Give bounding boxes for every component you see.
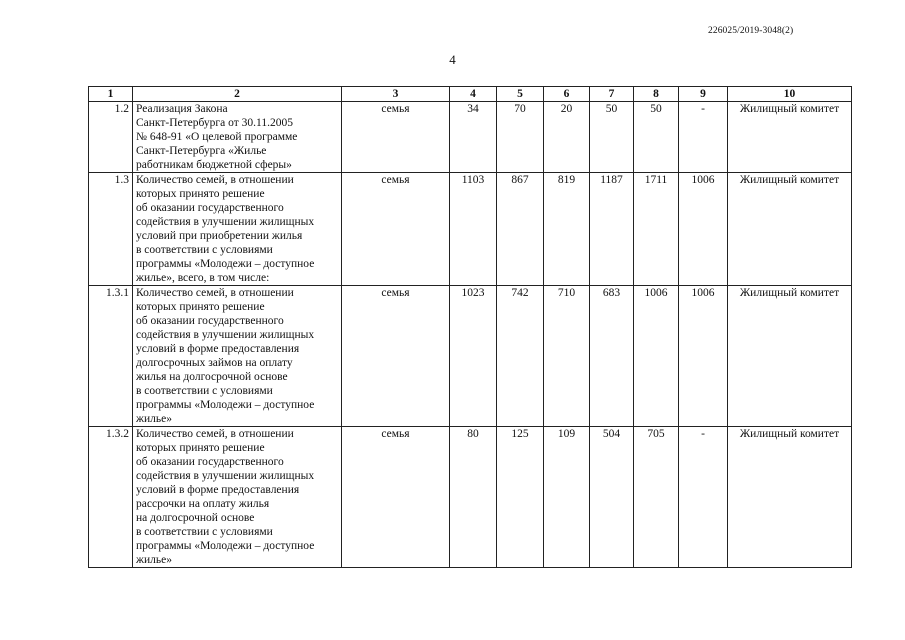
row-value: 1006: [634, 286, 679, 427]
description-line: Количество семей, в отношении: [136, 428, 294, 440]
row-value: 742: [497, 286, 544, 427]
description-line: Санкт-Петербурга «Жилье: [136, 145, 267, 157]
row-number: 1.3.1: [89, 286, 133, 427]
description-line: содействия в улучшении жилищных: [136, 216, 315, 228]
row-value: 504: [590, 427, 634, 568]
header-cell: 7: [590, 87, 634, 102]
row-value: 1711: [634, 173, 679, 286]
description-line: программы «Молодежи – доступное: [136, 258, 315, 270]
description-line: условий при приобретении жилья: [136, 230, 303, 242]
table-body: [89, 102, 852, 568]
description-line: в соответствии с условиями: [136, 244, 273, 256]
row-value: 1023: [450, 286, 497, 427]
row-executor: Жилищный комитет: [728, 173, 852, 286]
description-line: которых принято решение: [136, 442, 265, 454]
row-unit: семья: [342, 427, 450, 568]
description-line: содействия в улучшении жилищных: [136, 470, 315, 482]
header-cell: 2: [133, 87, 342, 102]
row-value: 50: [634, 102, 679, 173]
header-cell: 4: [450, 87, 497, 102]
header-cell: 5: [497, 87, 544, 102]
row-value: 1103: [450, 173, 497, 286]
row-value: 683: [590, 286, 634, 427]
description-line: на долгосрочной основе: [136, 512, 255, 524]
table-row: [89, 427, 852, 568]
description-line: Санкт-Петербурга от 30.11.2005: [136, 117, 293, 129]
row-value: 819: [544, 173, 590, 286]
description-line: содействия в улучшении жилищных: [136, 329, 315, 341]
header-cell: 3: [342, 87, 450, 102]
description-line: в соответствии с условиями: [136, 526, 273, 538]
document-id: 226025/2019-3048(2): [708, 26, 794, 36]
description-line: Количество семей, в отношении: [136, 174, 294, 186]
description-line: программы «Молодежи – доступное: [136, 540, 315, 552]
row-value: 80: [450, 427, 497, 568]
row-value: 34: [450, 102, 497, 173]
row-executor: Жилищный комитет: [728, 427, 852, 568]
row-value: 1006: [679, 286, 728, 427]
row-unit: семья: [342, 286, 450, 427]
row-value: 1187: [590, 173, 634, 286]
row-value: 710: [544, 286, 590, 427]
indicators-table: [88, 86, 852, 568]
description-line: условий в форме предоставления: [136, 343, 300, 355]
header-cell: 9: [679, 87, 728, 102]
row-unit: семья: [342, 102, 450, 173]
description-line: № 648-91 «О целевой программе: [136, 131, 298, 143]
row-value: 705: [634, 427, 679, 568]
table-row: [89, 102, 852, 173]
description-line: программы «Молодежи – доступное: [136, 399, 315, 411]
table-header-row: [89, 87, 852, 102]
row-executor: Жилищный комитет: [728, 102, 852, 173]
row-value: -: [679, 427, 728, 568]
row-description: [133, 102, 342, 173]
row-value: 50: [590, 102, 634, 173]
description-line: жилья на долгосрочной основе: [136, 371, 288, 383]
description-line: работникам бюджетной сферы»: [136, 159, 292, 171]
header-cell: 1: [89, 87, 133, 102]
description-line: жилье»: [136, 554, 172, 566]
description-line: которых принято решение: [136, 301, 265, 313]
row-value: -: [679, 102, 728, 173]
row-value: 109: [544, 427, 590, 568]
row-value: 1006: [679, 173, 728, 286]
row-description: [133, 173, 342, 286]
description-line: условий в форме предоставления: [136, 484, 300, 496]
description-line: об оказании государственного: [136, 202, 284, 214]
row-unit: семья: [342, 173, 450, 286]
table-row: [89, 286, 852, 427]
table-row: [89, 173, 852, 286]
description-line: об оказании государственного: [136, 456, 284, 468]
row-value: 867: [497, 173, 544, 286]
description-line: рассрочки на оплату жилья: [136, 498, 270, 510]
header-cell: 10: [728, 87, 852, 102]
row-number: 1.3: [89, 173, 133, 286]
description-line: в соответствии с условиями: [136, 385, 273, 397]
row-value: 20: [544, 102, 590, 173]
description-line: которых принято решение: [136, 188, 265, 200]
description-line: жилье»: [136, 413, 172, 425]
description-line: Реализация Закона: [136, 103, 228, 115]
row-value: 70: [497, 102, 544, 173]
header-cell: 8: [634, 87, 679, 102]
header-cell: 6: [544, 87, 590, 102]
description-line: об оказании государственного: [136, 315, 284, 327]
row-value: 125: [497, 427, 544, 568]
page-number: 4: [449, 52, 456, 67]
description-line: Количество семей, в отношении: [136, 287, 294, 299]
row-description: [133, 427, 342, 568]
description-line: жилье», всего, в том числе:: [136, 272, 270, 284]
row-description: [133, 286, 342, 427]
row-number: 1.2: [89, 102, 133, 173]
description-line: долгосрочных займов на оплату: [136, 357, 293, 369]
row-executor: Жилищный комитет: [728, 286, 852, 427]
row-number: 1.3.2: [89, 427, 133, 568]
